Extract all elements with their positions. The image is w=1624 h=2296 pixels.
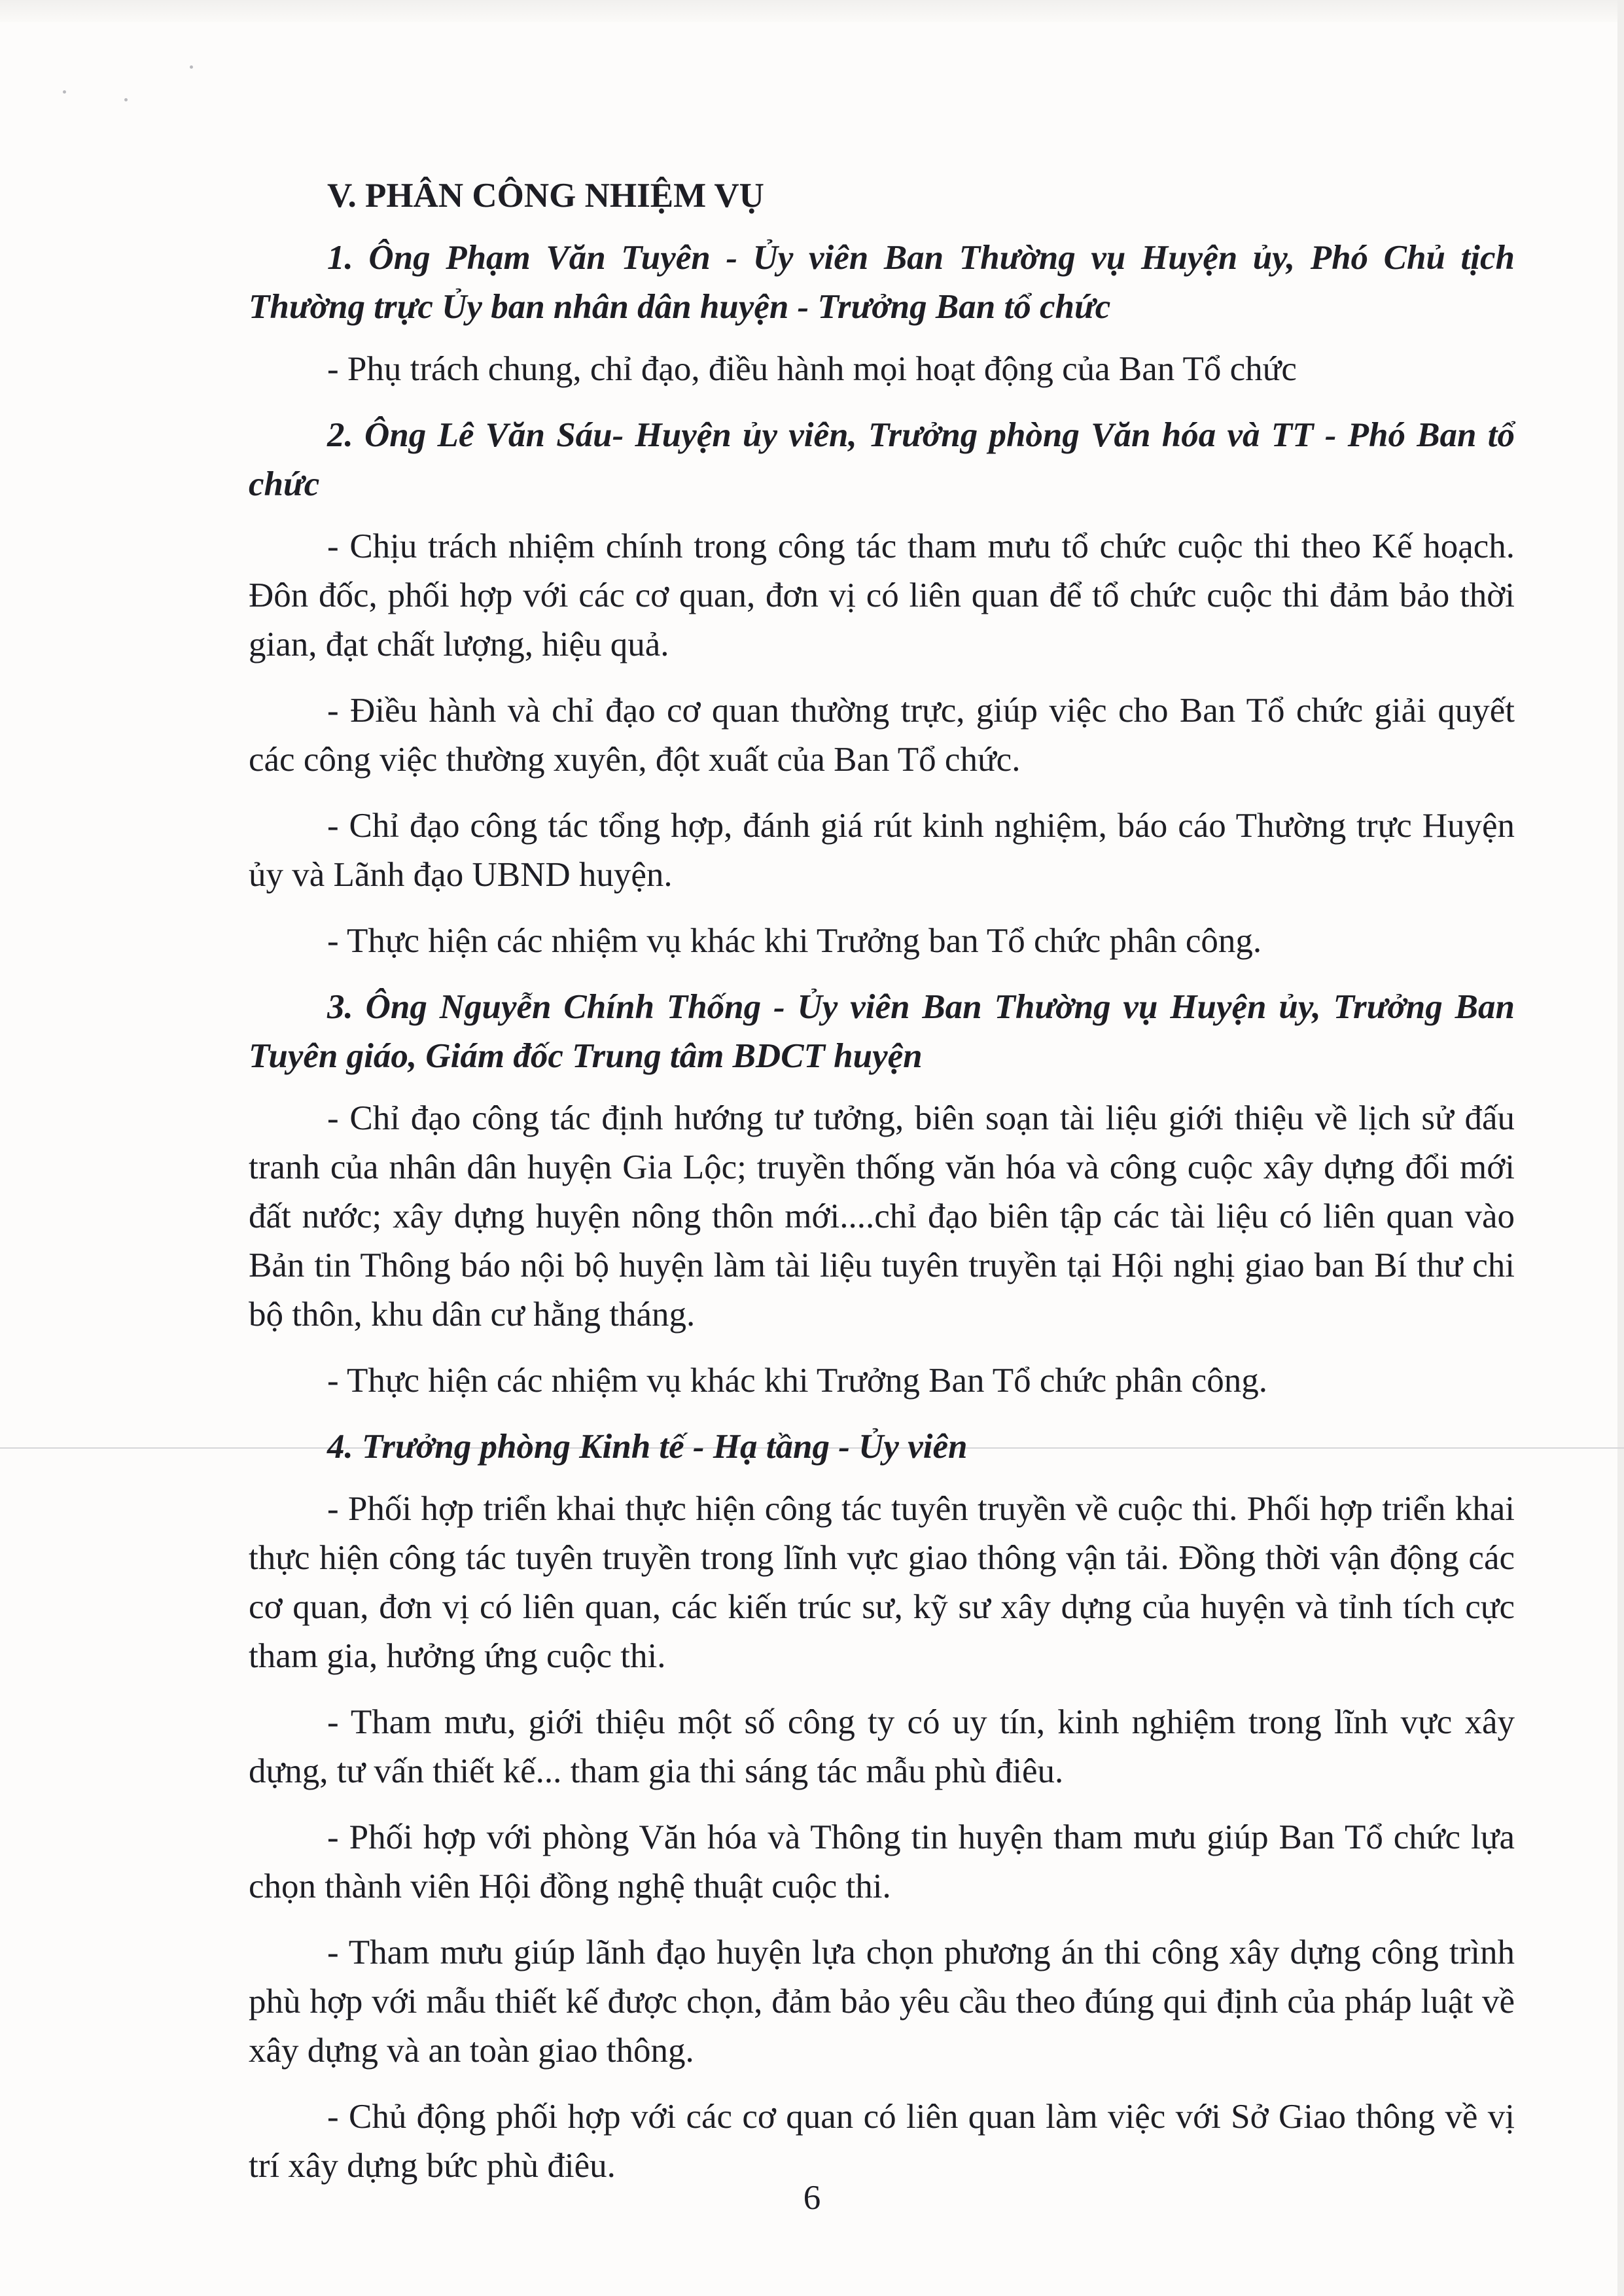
item-2-paragraph: - Chỉ đạo công tác tổng hợp, đánh giá rút kinh nghiệm, báo cáo Thường trực Huyện ủy và Lãnh đạo UBND huyện. [249,807,1515,894]
item-title-2: 2. Ông Lê Văn Sáu- Huyện ủy viên, Trưởng phòng Văn hóa và TT - Phó Ban tổ chức [249,416,1515,503]
item-4-paragraph: - Phối hợp với phòng Văn hóa và Thông tin huyện tham mưu giúp Ban Tổ chức lựa chọn thành viên Hội đồng nghệ thuật cuộc thi. [249,1818,1515,1905]
item-4-paragraph: - Phối hợp triển khai thực hiện công tác tuyên truyền về cuộc thi. Phối hợp triển khai thực hiện công tác tuyên truyền trong lĩnh vực giao thông vận tải. Đồng thời vận động các cơ quan, đơn vị có liên quan, các kiến trúc sư, kỹ sư xây dựng của huyện và tỉnh tích cực tham gia, hưởng ứng cuộc thi. [249,1490,1515,1675]
scan-edge-right [1617,0,1624,2296]
scan-speck [124,98,128,101]
item-4-paragraph: - Tham mưu, giới thiệu một số công ty có uy tín, kinh nghiệm trong lĩnh vực xây dựng, tư vấn thiết kế... tham gia thi sáng tác mẫu phù điêu. [249,1703,1515,1790]
item-2-paragraph: - Thực hiện các nhiệm vụ khác khi Trưởng ban Tổ chức phân công. [327,922,1262,960]
item-title-3: 3. Ông Nguyễn Chính Thống - Ủy viên Ban Thường vụ Huyện ủy, Trưởng Ban Tuyên giáo, Giám đốc Trung tâm BDCT huyện [249,988,1515,1075]
item-3-paragraph: - Thực hiện các nhiệm vụ khác khi Trưởng Ban Tổ chức phân công. [327,1362,1267,1400]
item-title-1: 1. Ông Phạm Văn Tuyên - Ủy viên Ban Thường vụ Huyện ủy, Phó Chủ tịch Thường trực Ủy ban nhân dân huyện - Trưởng Ban tổ chức [249,239,1515,326]
item-4-paragraph: - Tham mưu giúp lãnh đạo huyện lựa chọn phương án thi công xây dựng công trình phù hợp với mẫu thiết kế được chọn, đảm bảo yêu cầu theo đúng qui định của pháp luật về xây dựng và an toàn giao thông. [249,1934,1515,2070]
document-body [249,171,1515,2208]
scan-speck [63,90,66,94]
item-title-4: 4. Trưởng phòng Kinh tế - Hạ tầng - Ủy viên [327,1428,968,1466]
item-3-paragraph: - Chỉ đạo công tác định hướng tư tưởng, biên soạn tài liệu giới thiệu về lịch sử đấu tranh của nhân dân huyện Gia Lộc; truyền thống văn hóa và công cuộc xây dựng đổi mới đất nước; xây dựng huyện nông thôn mới....chỉ đạo biên tập các tài liệu có liên quan vào Bản tin Thông báo nội bộ huyện làm tài liệu tuyên truyền tại Hội nghị giao ban Bí thư chi bộ thôn, khu dân cư hằng tháng. [249,1099,1515,1333]
item-4-paragraph: - Chủ động phối hợp với các cơ quan có liên quan làm việc với Sở Giao thông về vị trí xây dựng bức phù điêu. [249,2098,1515,2185]
item-2-paragraph: - Chịu trách nhiệm chính trong công tác tham mưu tổ chức cuộc thi theo Kế hoạch. Đôn đốc, phối hợp với các cơ quan, đơn vị có liên quan để tổ chức cuộc thi đảm bảo thời gian, đạt chất lượng, hiệu quả. [249,527,1515,663]
scan-speck [190,65,193,69]
section-heading: V. PHÂN CÔNG NHIỆM VỤ [327,177,764,215]
item-2-paragraph: - Điều hành và chỉ đạo cơ quan thường trực, giúp việc cho Ban Tổ chức giải quyết các công việc thường xuyên, đột xuất của Ban Tổ chức. [249,692,1515,779]
page-number: 6 [803,2179,821,2217]
item-1-paragraph: - Phụ trách chung, chỉ đạo, điều hành mọi hoạt động của Ban Tổ chức [327,350,1297,388]
scan-edge-top [0,0,1624,22]
